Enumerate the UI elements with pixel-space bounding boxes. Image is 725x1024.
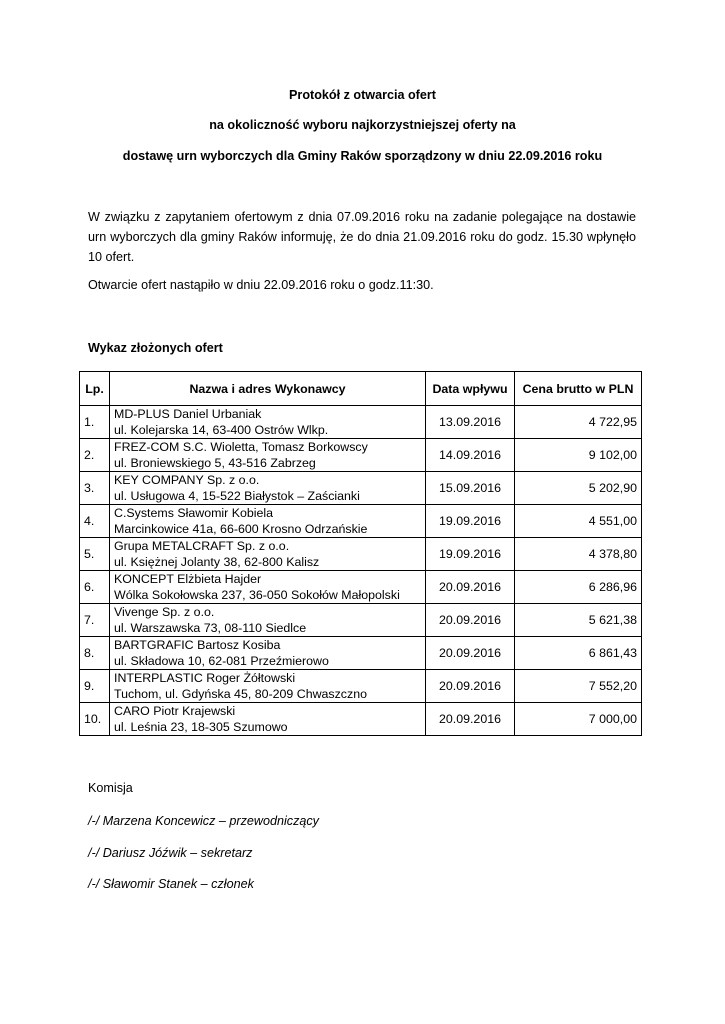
row-contractor <box>110 406 426 439</box>
row-lp: 3. <box>80 472 110 505</box>
table-row <box>80 472 642 505</box>
contractor-address: ul. Księżnej Jolanty 38, 62-800 Kalisz <box>114 555 320 569</box>
row-price: 4 551,00 <box>515 505 642 538</box>
contractor-name: BARTGRAFIC Bartosz Kosiba <box>114 638 281 652</box>
document-title: Protokół z otwarcia ofert <box>289 88 436 102</box>
row-date: 19.09.2016 <box>426 505 515 538</box>
row-price: 7 552,20 <box>515 670 642 703</box>
contractor-address: ul. Leśnia 23, 18-305 Szumowo <box>114 720 288 734</box>
row-price: 9 102,00 <box>515 439 642 472</box>
contractor-address: Marcinkowice 41a, 66-600 Krosno Odrzańskie <box>114 522 368 536</box>
row-price: 4 722,95 <box>515 406 642 439</box>
header-name: Nazwa i adres Wykonawcy <box>110 372 426 406</box>
row-date: 20.09.2016 <box>426 571 515 604</box>
row-date: 20.09.2016 <box>426 670 515 703</box>
row-date: 13.09.2016 <box>426 406 515 439</box>
offers-table <box>79 371 642 736</box>
offers-list-heading: Wykaz złożonych ofert <box>88 341 223 355</box>
contractor-name: FREZ-COM S.C. Wioletta, Tomasz Borkowscy <box>114 440 368 454</box>
row-price: 4 378,80 <box>515 538 642 571</box>
row-lp: 10. <box>80 703 110 736</box>
row-price: 7 000,00 <box>515 703 642 736</box>
document-subtitle-2: dostawę urn wyborczych dla Gminy Raków sporządzony w dniu 22.09.2016 roku <box>122 149 603 163</box>
table-row <box>80 637 642 670</box>
table-row <box>80 505 642 538</box>
row-lp: 8. <box>80 637 110 670</box>
contractor-name: Grupa METALCRAFT Sp. z o.o. <box>114 539 290 553</box>
contractor-address: ul. Usługowa 4, 15-522 Białystok – Zaścianki <box>114 489 360 503</box>
contractor-address: Wólka Sokołowska 237, 36-050 Sokołów Małopolski <box>114 588 400 602</box>
table-row <box>80 703 642 736</box>
intro-paragraph <box>88 207 636 267</box>
row-date: 20.09.2016 <box>426 637 515 670</box>
header-date: Data wpływu <box>426 372 515 406</box>
row-price: 6 286,96 <box>515 571 642 604</box>
contractor-name: INTERPLASTIC Roger Żółtowski <box>114 671 296 685</box>
contractor-name: C.Systems Sławomir Kobiela <box>114 506 274 520</box>
contractor-address: ul. Broniewskiego 5, 43-516 Zabrzeg <box>114 456 316 470</box>
opening-text: Otwarcie ofert nastąpiło w dniu 22.09.2016 roku o godz.11:30. <box>88 278 434 292</box>
contractor-name: KONCEPT Elżbieta Hajder <box>114 572 262 586</box>
row-date: 20.09.2016 <box>426 703 515 736</box>
row-lp: 7. <box>80 604 110 637</box>
row-contractor <box>110 571 426 604</box>
row-date: 14.09.2016 <box>426 439 515 472</box>
table-row <box>80 670 642 703</box>
row-contractor <box>110 472 426 505</box>
contractor-name: KEY COMPANY Sp. z o.o. <box>114 473 260 487</box>
contractor-name: MD-PLUS Daniel Urbaniak <box>114 407 262 421</box>
row-price: 5 202,90 <box>515 472 642 505</box>
row-lp: 1. <box>80 406 110 439</box>
contractor-address: ul. Warszawska 73, 08-110 Siedlce <box>114 621 307 635</box>
row-lp: 6. <box>80 571 110 604</box>
row-price: 6 861,43 <box>515 637 642 670</box>
row-date: 20.09.2016 <box>426 604 515 637</box>
table-row <box>80 406 642 439</box>
commission-label: Komisja <box>88 781 133 795</box>
intro-line-3: 10 ofert. <box>88 250 135 264</box>
intro-line-1: W związku z zapytaniem ofertowym z dnia 07.09.2016 roku na zadanie polegające na dostawie <box>88 210 636 224</box>
row-date: 19.09.2016 <box>426 538 515 571</box>
row-contractor <box>110 703 426 736</box>
document-subtitle: na okoliczność wyboru najkorzystniejszej oferty na <box>209 118 516 132</box>
commission-member-chair: /-/ Marzena Koncewicz – przewodniczący <box>88 814 319 828</box>
contractor-name: Vivenge Sp. z o.o. <box>114 605 215 619</box>
table-row <box>80 604 642 637</box>
header-price: Cena brutto w PLN <box>515 372 642 406</box>
intro-line-2: urn wyborczych dla gminy Raków informuję, że do dnia 21.09.2016 roku do godz. 15.30 wpłynęło <box>88 230 636 244</box>
table-header-row <box>80 372 642 406</box>
row-lp: 9. <box>80 670 110 703</box>
table-row <box>80 571 642 604</box>
commission-member-member: /-/ Sławomir Stanek – członek <box>88 877 254 891</box>
row-contractor <box>110 604 426 637</box>
table-row <box>80 538 642 571</box>
contractor-address: ul. Kolejarska 14, 63-400 Ostrów Wlkp. <box>114 423 329 437</box>
row-lp: 4. <box>80 505 110 538</box>
row-contractor <box>110 538 426 571</box>
commission-member-secretary: /-/ Dariusz Jóźwik – sekretarz <box>88 846 253 860</box>
row-contractor <box>110 637 426 670</box>
contractor-address: Tuchom, ul. Gdyńska 45, 80-209 Chwaszczno <box>114 687 367 701</box>
row-date: 15.09.2016 <box>426 472 515 505</box>
row-lp: 5. <box>80 538 110 571</box>
header-lp: Lp. <box>80 372 110 406</box>
table-row <box>80 439 642 472</box>
row-contractor <box>110 439 426 472</box>
contractor-address: ul. Składowa 10, 62-081 Przeźmierowo <box>114 654 329 668</box>
row-contractor <box>110 670 426 703</box>
row-contractor <box>110 505 426 538</box>
contractor-name: CARO Piotr Krajewski <box>114 704 236 718</box>
row-price: 5 621,38 <box>515 604 642 637</box>
row-lp: 2. <box>80 439 110 472</box>
